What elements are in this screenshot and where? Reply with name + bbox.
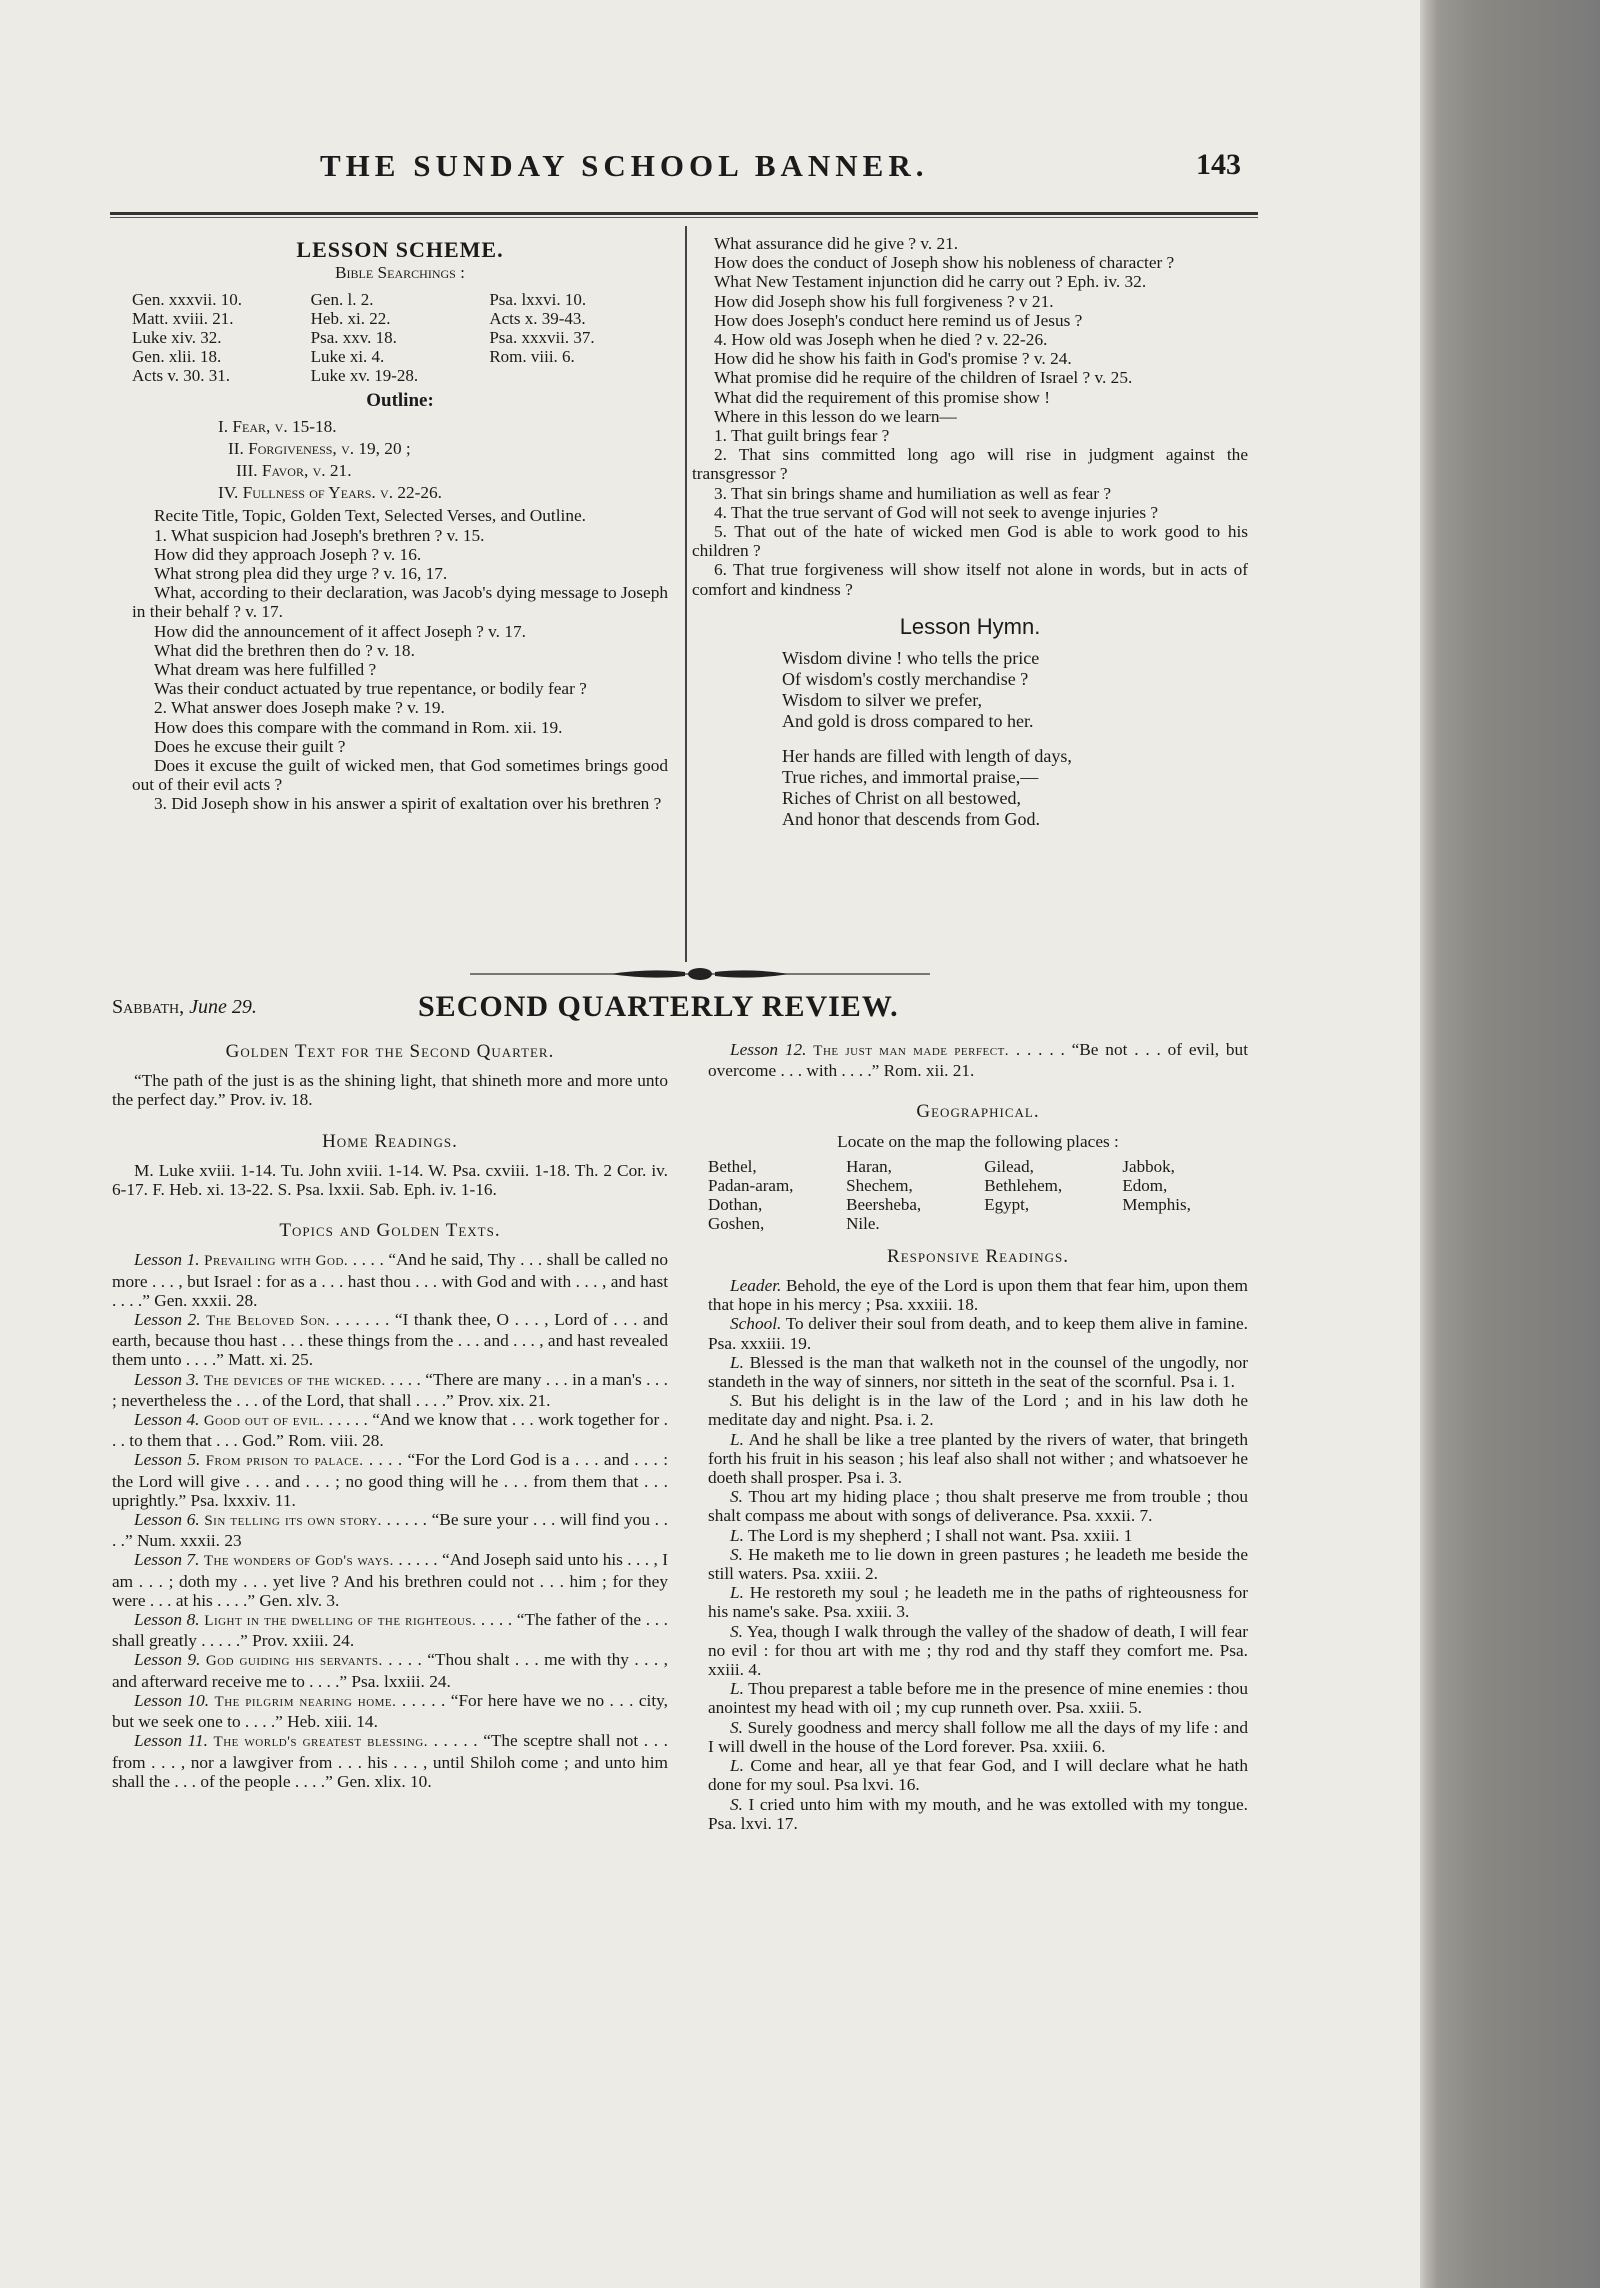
place-name: Gilead, — [984, 1156, 1034, 1176]
responsive-reading — [708, 1679, 1248, 1717]
lesson-number: Lesson 8. — [134, 1610, 200, 1630]
lesson-entry — [112, 1310, 668, 1370]
question: What strong plea did they urge ? v. 16, 17. — [154, 564, 448, 584]
reading-text: The Lord is my shepherd ; I shall not want. Psa. xxiii. 1 — [747, 1525, 1133, 1545]
reading-text: Blessed is the man that walketh not in the counsel of the ungodly, nor standeth in the way of sinners, nor sitteth in the seat of the scornful. Psa i. 1. — [708, 1352, 1248, 1392]
responsive-reading — [708, 1795, 1248, 1833]
reader-label: S. — [730, 1544, 743, 1564]
reading-text: And he shall be like a tree planted by the rivers of water, that bringeth forth his fruit in his season ; his leaf also shall not wither ; and whatsoever he doeth shall prosper. Psa i. 3. — [708, 1429, 1248, 1488]
reading-text: He maketh me to lie down in green pastures ; he leadeth me beside the still waters. Psa. xxiii. 2. — [708, 1544, 1248, 1584]
lesson-hymn — [782, 648, 1248, 830]
question: What promise did he require of the children of Israel ? v. 25. — [714, 368, 1133, 388]
reading-text: To deliver their soul from death, and to keep them alive in famine. Psa. xxxiii. 19. — [708, 1314, 1248, 1353]
lesson-title: Good out of evil. — [203, 1413, 325, 1430]
responsive-reading — [708, 1718, 1248, 1756]
bible-ref — [489, 366, 668, 385]
question: 1. What suspicion had Joseph's brethren ? v. 15. — [154, 525, 485, 545]
lesson-entry — [112, 1610, 668, 1650]
question: What did the requirement of this promise show ! — [714, 387, 1050, 407]
lesson-entry — [112, 1691, 668, 1731]
learn-intro: Where in this lesson do we learn— — [714, 406, 957, 426]
learn-item: 1. That guilt brings fear ? — [714, 426, 890, 446]
reader-label: S. — [730, 1794, 743, 1814]
bible-ref: Psa. xxv. 18. — [310, 328, 397, 348]
right-top-column — [692, 234, 1248, 844]
running-title: THE SUNDAY SCHOOL BANNER. — [320, 148, 929, 183]
reading-text: He restoreth my soul ; he leadeth me in the paths of righteousness for his name's sake. Psa. xxiii. 3. — [708, 1583, 1249, 1622]
learn-item: 3. That sin brings shame and humiliation as well as fear ? — [714, 483, 1112, 503]
lesson-title: Sin telling its own story. — [204, 1513, 382, 1530]
places-grid — [708, 1157, 1248, 1233]
lesson-title: Prevailing with God. — [204, 1253, 349, 1270]
bible-ref: Rom. viii. 6. — [489, 347, 575, 367]
bible-ref: Luke xv. 19-28. — [310, 366, 419, 386]
lesson-number: Lesson 1. — [134, 1250, 200, 1270]
lesson-title: The Beloved Son. — [206, 1313, 330, 1330]
question: How does Joseph's conduct here remind us of Jesus ? — [714, 310, 1083, 330]
lessons-list — [112, 1250, 668, 1790]
bible-ref: Gen. xxxvii. 10. — [132, 290, 243, 310]
hymn-line: And gold is dross compared to her. — [782, 711, 1034, 732]
question: What did the brethren then do ? v. 18. — [154, 640, 415, 660]
lesson-golden-text: . . . . . “Be not . . . of evil, but overcome . . . with . . . .” Rom. xii. 21. — [708, 1040, 1248, 1081]
outline-list — [132, 417, 668, 503]
reader-label: L. — [730, 1429, 744, 1449]
lesson-golden-text: . . . . “For the Lord God is a . . . and . . . : the Lord will give . . . and . . . ; no good thing will he . . . from them that . . . uprightly.” Psa. lxxxiv. 11. — [112, 1450, 668, 1510]
hymn-stanza — [782, 746, 1248, 830]
lesson-entry — [112, 1650, 668, 1690]
lesson-golden-text: . . . . . “And Joseph said unto his . . . , I am . . . ; doth my . . . yet live ? And his brethren could not . . . him ; for they were . . . at his . . . .” Gen. xlv. 3. — [112, 1550, 668, 1610]
lesson-title: God guiding his servants. — [205, 1653, 383, 1670]
lesson-12 — [708, 1040, 1248, 1080]
place-name: Bethlehem, — [984, 1175, 1063, 1195]
question: Does it excuse the guilt of wicked men, that God sometimes brings good out of their evil acts ? — [132, 756, 668, 795]
reader-label: S. — [730, 1391, 743, 1411]
reader-label: Leader. — [730, 1276, 782, 1296]
responsive-reading — [708, 1430, 1248, 1488]
hymn-line: True riches, and immortal praise,— — [782, 767, 1039, 788]
responsive-reading — [708, 1583, 1248, 1621]
reading-text: Yea, though I walk through the valley of the shadow of death, I will fear no evil : for thou art with me ; thy rod and thy staff they comfort me. Psa. xxiii. 4. — [708, 1621, 1248, 1680]
question: What dream was here fulfilled ? — [154, 660, 377, 680]
outline-item: II. Forgiveness, v. 19, 20 ; — [228, 438, 411, 458]
place-name — [984, 1214, 1122, 1233]
reading-text: I cried unto him with my mouth, and he was extolled with my tongue. Psa. lxvi. 17. — [708, 1794, 1248, 1833]
bible-searchings-grid — [132, 290, 668, 385]
question: How did they approach Joseph ? v. 16. — [154, 544, 422, 564]
outline-item: I. Fear, v. 15-18. — [218, 416, 337, 436]
place-name: Nile. — [846, 1213, 880, 1233]
question: What, according to their declaration, was Jacob's dying message to Joseph in their behalf ? v. 17. — [132, 583, 668, 622]
bible-ref: Luke xi. 4. — [310, 347, 385, 367]
question: How does this compare with the command in Rom. xii. 19. — [154, 717, 563, 737]
lesson-number: Lesson 9. — [134, 1650, 201, 1670]
lesson-number: Lesson 12. — [730, 1040, 807, 1059]
reader-label: School. — [730, 1314, 782, 1334]
reader-label: S. — [730, 1621, 743, 1641]
learn-item: 5. That out of the hate of wicked men God is able to work good to his children ? — [692, 522, 1248, 561]
hymn-line: Riches of Christ on all bestowed, — [782, 788, 1021, 809]
place-name: Goshen, — [708, 1213, 765, 1233]
lesson-title: The just man made perfect. — [813, 1043, 1010, 1059]
geographical-intro: Locate on the map the following places : — [837, 1131, 1119, 1151]
hymn-line: Wisdom to silver we prefer, — [782, 690, 982, 711]
lesson-entry — [112, 1250, 668, 1310]
bible-ref: Acts x. 39-43. — [489, 309, 586, 329]
question: 3. Did Joseph show in his answer a spirit of exaltation over his brethren ? — [154, 794, 662, 814]
lesson-entry — [112, 1550, 668, 1610]
bible-ref: Acts v. 30. 31. — [132, 366, 231, 386]
lesson-title: The pilgrim nearing home. — [214, 1693, 397, 1710]
hymn-line: Her hands are filled with length of days, — [782, 746, 1072, 767]
lesson-number: Lesson 6. — [134, 1510, 200, 1530]
hymn-line: Of wisdom's costly merchandise ? — [782, 669, 1029, 690]
place-name: Dothan, — [708, 1194, 763, 1214]
question: 4. How old was Joseph when he died ? v. 22-26. — [714, 330, 1048, 350]
reader-label: L. — [730, 1525, 744, 1545]
lesson-entry — [112, 1450, 668, 1510]
responsive-reading — [708, 1353, 1248, 1391]
outline-label: Outline: — [366, 390, 434, 412]
lesson-golden-text: . . . . “And he said, Thy . . . shall be called no more . . . , but Israel : for as a . . . hast thou . . . with God and with . . . , and hast . . . .” Gen. xxxii. 28. — [112, 1250, 669, 1310]
responsive-reading — [708, 1487, 1248, 1525]
responsive-reading — [708, 1756, 1248, 1794]
lesson-entry — [112, 1731, 668, 1791]
lesson-title: The wonders of God's ways. — [203, 1553, 394, 1570]
bible-ref: Gen. xlii. 18. — [132, 347, 222, 367]
question: Was their conduct actuated by true repentance, or bodily fear ? — [154, 679, 587, 699]
bible-ref: Psa. xxxvii. 37. — [489, 328, 595, 348]
learn-list — [692, 426, 1248, 599]
review-left-column — [112, 1040, 668, 1791]
continued-questions — [692, 234, 1248, 407]
lesson-number: Lesson 5. — [134, 1450, 201, 1470]
lesson-entry — [708, 1040, 1248, 1080]
question: Does he excuse their guilt ? — [154, 736, 346, 756]
book-edge — [1420, 0, 1600, 2288]
place-name: Shechem, — [846, 1175, 913, 1195]
column-divider — [685, 226, 687, 962]
hymn-title: Lesson Hymn. — [899, 613, 1041, 639]
lesson-golden-text: . . . . “The father of the . . . shall greatly . . . . .” Prov. xxiii. 24. — [112, 1610, 668, 1651]
question: What New Testament injunction did he carry out ? Eph. iv. 32. — [714, 272, 1147, 292]
lesson-title: Light in the dwelling of the righteous. — [204, 1613, 477, 1630]
responsive-reading — [708, 1526, 1248, 1545]
lesson-number: Lesson 4. — [134, 1410, 200, 1430]
home-readings-heading: Home Readings. — [322, 1130, 458, 1152]
question: How does the conduct of Joseph show his nobleness of character ? — [714, 253, 1175, 273]
place-name: Jabbok, — [1122, 1156, 1175, 1176]
topics-heading: Topics and Golden Texts. — [279, 1220, 501, 1242]
header-rule-thin — [110, 217, 1258, 218]
place-name: Egypt, — [984, 1194, 1030, 1214]
place-name: Edom, — [1122, 1175, 1168, 1195]
responsive-reading — [708, 1622, 1248, 1680]
bible-ref: Heb. xi. 22. — [310, 309, 391, 329]
bible-ref: Gen. l. 2. — [310, 290, 374, 310]
sabbath-label: Sabbath, — [112, 996, 185, 1018]
page-number: 143 — [1196, 148, 1241, 181]
lesson-golden-text: . . . . . . “I thank thee, O . . . , Lord of . . . and earth, because thou hast . . . these things from the . . . and . . . , and hast revealed them unto . . . .” Matt. xi. 25. — [112, 1310, 668, 1370]
golden-text: “The path of the just is as the shining light, that shineth more and more unto the perfect day.” Prov. iv. 18. — [112, 1071, 668, 1110]
place-name — [1122, 1214, 1248, 1233]
reader-label: S. — [730, 1487, 743, 1507]
lesson-scheme-title: LESSON SCHEME. — [296, 237, 504, 262]
sabbath-date-line — [112, 996, 257, 1019]
lesson-golden-text: . . . . “Thou shalt . . . me with thy . . . , and afterward receive me to . . . .” Psa. lxxiii. 24. — [112, 1650, 668, 1691]
lesson-title: From prison to palace. — [205, 1453, 364, 1470]
hymn-stanza — [782, 648, 1248, 732]
bible-ref: Psa. lxxvi. 10. — [489, 290, 587, 310]
reader-label: L. — [730, 1352, 744, 1372]
responsive-reading — [708, 1545, 1248, 1583]
reading-text: Behold, the eye of the Lord is upon them that fear him, upon them that hope in his mercy ; Psa. xxxiii. 18. — [708, 1276, 1248, 1315]
bible-ref: Luke xiv. 32. — [132, 328, 222, 348]
lesson-entry — [112, 1370, 668, 1410]
lesson-number: Lesson 7. — [134, 1550, 200, 1570]
scheme-questions — [132, 526, 668, 814]
reader-label: L. — [730, 1583, 744, 1603]
lesson-golden-text: . . . . . “The sceptre shall not . . . from . . . , nor a lawgiver from . . . his . . . , until Shiloh come ; and unto him shall the . . . of the people . . . .” Gen. xlix. 10. — [112, 1731, 668, 1791]
learn-item: 2. That sins committed long ago will rise in judgment against the transgressor ? — [692, 445, 1248, 484]
place-name: Beersheba, — [846, 1194, 922, 1214]
learn-item: 4. That the true servant of God will not seek to avenge injuries ? — [714, 502, 1159, 522]
question: 2. What answer does Joseph make ? v. 19. — [154, 698, 445, 718]
responsive-reading — [708, 1314, 1248, 1352]
lesson-golden-text: . . . . “There are many . . . in a man's . . . ; nevertheless the . . . of the Lord, that shall . . . .” Prov. xix. 21. — [112, 1369, 669, 1410]
review-title: SECOND QUARTERLY REVIEW. — [418, 990, 899, 1023]
question: How did the announcement of it affect Joseph ? v. 17. — [154, 621, 526, 641]
lesson-title: The world's greatest blessing. — [213, 1734, 428, 1751]
ornament-divider — [470, 966, 930, 982]
lesson-number: Lesson 2. — [134, 1310, 201, 1330]
geographical-heading: Geographical. — [916, 1101, 1040, 1123]
lesson-entry — [112, 1510, 668, 1550]
lesson-number: Lesson 3. — [134, 1369, 200, 1389]
header-rule — [110, 212, 1258, 215]
bible-searchings-label: Bible Searchings : — [335, 263, 465, 283]
lesson-number: Lesson 11. — [134, 1731, 208, 1751]
responsive-readings — [708, 1276, 1248, 1833]
reading-text: But his delight is in the law of the Lord ; and in his law doth he meditate day and night. Psa. i. 2. — [708, 1391, 1248, 1430]
place-name: Padan-aram, — [708, 1175, 794, 1195]
place-name: Memphis, — [1122, 1194, 1191, 1214]
lesson-golden-text: . . . . . “Be sure your . . . will find you . . . .” Num. xxxii. 23 — [112, 1510, 668, 1551]
hymn-line: And honor that descends from God. — [782, 809, 1040, 830]
reader-label: L. — [730, 1756, 744, 1776]
reader-label: S. — [730, 1717, 743, 1737]
lesson-golden-text: . . . . . “For here have we no . . . city, but we seek one to . . . .” Heb. xiii. 14. — [112, 1690, 668, 1732]
question: What assurance did he give ? v. 21. — [714, 234, 959, 253]
bible-ref: Matt. xviii. 21. — [132, 309, 234, 329]
lesson-scheme-column — [132, 237, 668, 814]
responsive-reading — [708, 1391, 1248, 1429]
reading-text: Thou art my hiding place ; thou shalt preserve me from trouble ; thou shalt compass me about with songs of deliverance. Psa. xxxii. 7. — [708, 1487, 1249, 1526]
lesson-title: The devices of the wicked. — [203, 1372, 386, 1389]
recite-line: Recite Title, Topic, Golden Text, Selected Verses, and Outline. — [154, 506, 586, 526]
responsive-reading — [708, 1276, 1248, 1314]
lesson-golden-text: . . . . . “And we know that . . . work together for . . . to them that . . . God.” Rom. viii. 28. — [112, 1410, 668, 1451]
sabbath-date: June 29. — [189, 996, 257, 1018]
review-right-column — [708, 1040, 1248, 1833]
reading-text: Thou preparest a table before me in the presence of mine enemies : thou anointest my head with oil ; my cup runneth over. Psa. xxiii. 5. — [708, 1679, 1248, 1718]
lesson-entry — [112, 1410, 668, 1450]
place-name: Bethel, — [708, 1156, 757, 1176]
responsive-heading: Responsive Readings. — [887, 1245, 1069, 1267]
reader-label: L. — [730, 1679, 744, 1699]
question: How did Joseph show his full forgiveness ? v 21. — [714, 291, 1054, 311]
reading-text: Come and hear, all ye that fear God, and I will declare what he hath done for my soul. Psa lxvi. 16. — [708, 1756, 1248, 1795]
reading-text: Surely goodness and mercy shall follow me all the days of my life : and I will dwell in the house of the Lord forever. Psa. xxiii. 6. — [708, 1717, 1248, 1756]
outline-item: III. Favor, v. 21. — [236, 461, 352, 481]
outline-item: IV. Fullness of Years. v. 22-26. — [218, 483, 443, 503]
home-readings: M. Luke xviii. 1-14. Tu. John xviii. 1-14. W. Psa. cxviii. 1-18. Th. 2 Cor. iv. 6-17. F. Heb. xi. 13-22. S. Psa. lxxii. Sab. Eph. iv. 1-16. — [112, 1160, 668, 1200]
golden-text-heading: Golden Text for the Second Quarter. — [225, 1041, 555, 1062]
place-name: Haran, — [846, 1156, 892, 1176]
hymn-line: Wisdom divine ! who tells the price — [782, 648, 1040, 669]
question: How did he show his faith in God's promise ? v. 24. — [714, 349, 1072, 369]
lesson-number: Lesson 10. — [134, 1690, 210, 1710]
learn-item: 6. That true forgiveness will show itself not alone in words, but in acts of comfort and kindness ? — [692, 560, 1248, 599]
